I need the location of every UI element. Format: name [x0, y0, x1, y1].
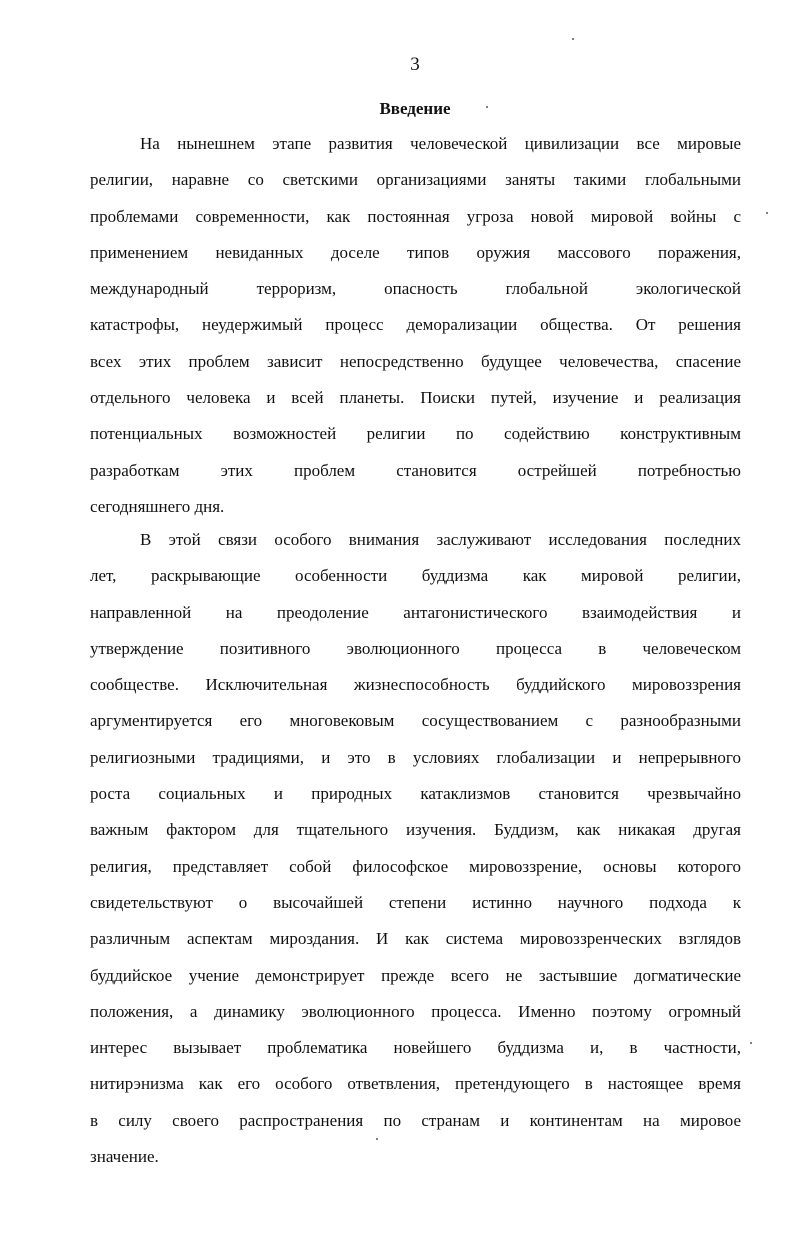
scan-speck: [486, 106, 488, 108]
text-line: На нынешнем этапе развития человеческой цивилизации все мировые: [140, 134, 741, 153]
text-line: свидетельствуют о высочайшей степени истинно научного подхода к: [90, 892, 741, 912]
scan-speck: [750, 1042, 752, 1044]
text-line: в силу своего распространения по странам и континентам на мировое: [90, 1110, 741, 1130]
text-line: всех этих проблем зависит непосредственно будущее человечества, спасение: [90, 351, 741, 371]
scan-speck: [572, 38, 574, 40]
paragraph-1: [90, 126, 741, 525]
text-line: интерес вызывает проблематика новейшего буддизма и, в частности,: [90, 1038, 741, 1058]
text-line: положения, а динамику эволюционного процесса. Именно поэтому огромный: [90, 1001, 741, 1021]
text-line: нитирэнизма как его особого ответвления, претендующего в настоящее время: [90, 1074, 741, 1094]
text-line: В этой связи особого внимания заслуживают исследования последних: [140, 530, 741, 549]
text-line: утверждение позитивного эволюционного процесса в человеческом: [90, 638, 741, 658]
text-line: применением невиданных доселе типов оружия массового поражения,: [90, 242, 741, 262]
paragraph-2: [90, 522, 741, 1175]
text-line: сегодняшнего дня.: [90, 496, 225, 516]
text-line: различным аспектам мироздания. И как система мировоззренческих взглядов: [90, 929, 741, 949]
text-line: разработкам этих проблем становится острейшей потребностью: [90, 460, 741, 480]
text-line: религия, представляет собой философское мировоззрение, основы которого: [90, 856, 741, 876]
scan-speck: [766, 212, 768, 214]
text-line: религиозными традициями, и это в условиях глобализации и непрерывного: [90, 747, 741, 767]
text-line: направленной на преодоление антагонистического взаимодействия и: [90, 602, 741, 622]
text-line: роста социальных и природных катаклизмов становится чрезвычайно: [90, 784, 741, 804]
text-line: буддийское учение демонстрирует прежде всего не застывшие догматические: [90, 965, 741, 985]
text-line: сообществе. Исключительная жизнеспособность буддийского мировоззрения: [90, 675, 741, 695]
page-number: 3: [410, 54, 420, 75]
text-line: потенциальных возможностей религии по содействию конструктивным: [90, 424, 741, 444]
text-line: религии, наравне со светскими организациями заняты такими глобальными: [90, 170, 741, 190]
text-line: значение.: [90, 1147, 159, 1167]
text-line: международный терроризм, опасность глобальной экологической: [90, 279, 741, 299]
scan-speck: [376, 1138, 378, 1140]
text-line: лет, раскрывающие особенности буддизма как мировой религии,: [90, 566, 741, 586]
text-line: проблемами современности, как постоянная угроза новой мировой войны с: [90, 206, 741, 226]
text-line: катастрофы, неудержимый процесс деморализации общества. От решения: [90, 315, 741, 335]
text-line: аргументируется его многовековым сосуществованием с разнообразными: [90, 711, 741, 731]
section-heading: Введение: [379, 99, 451, 118]
text-line: важным фактором для тщательного изучения. Буддизм, как никакая другая: [90, 820, 741, 840]
text-line: отдельного человека и всей планеты. Поиски путей, изучение и реализация: [90, 388, 741, 408]
